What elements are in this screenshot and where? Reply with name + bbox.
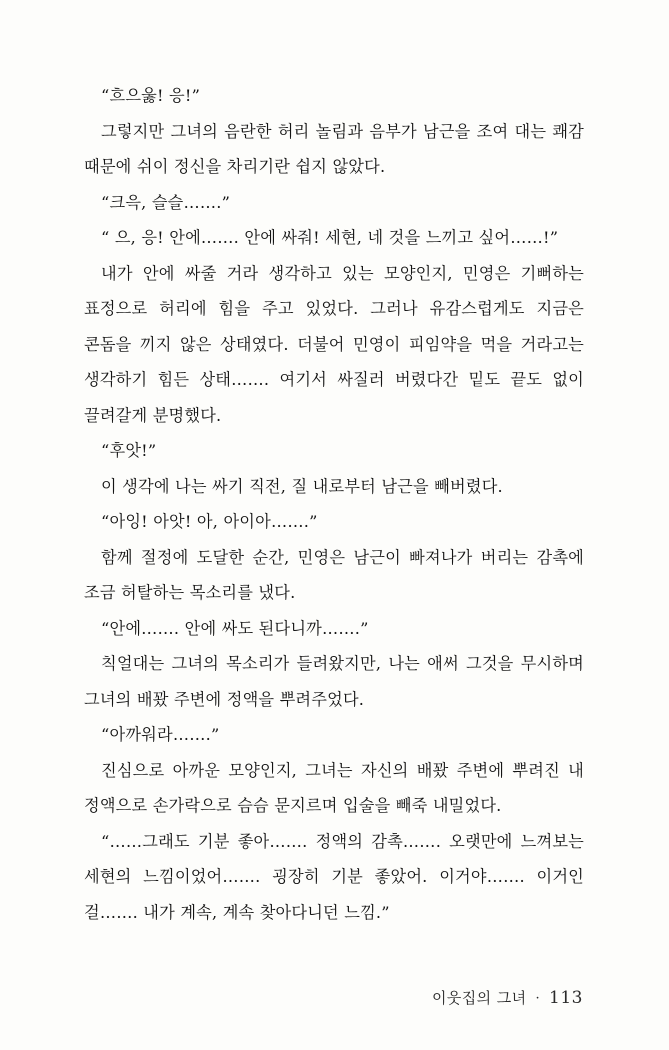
paragraph: 칙얼대는 그녀의 목소리가 들려왔지만, 나는 애써 그것을 무시하며 그녀의 배꽜 주변에 정액을 뿌려주었다.	[84, 654, 584, 709]
paragraph: 이 생각에 나는 싸기 직전, 질 내로부터 남근을 빼버렸다.	[101, 476, 503, 496]
paragraph: “ 으, 응! 안에……. 안에 싸줘! 세현, 네 것을 느끼고 싶어……!”	[101, 228, 559, 247]
paragraph: 내가 안에 싸줄 거라 생각하고 있는 모양인지, 민영은 기뻐하는 표정으로 허리에 힘을 주고 있었다. 그러나 유감스럽게도 지금은 콘돔을 끼지 않은 상태였다. 더불어 민영이 피임약을 먹을 거라고는 생각하기 힘든 상태……. 여기서 싸질러 버렸다간 밑도 끝도 없이 끌려갈게 분명했다.	[84, 263, 584, 425]
page-text-body	[84, 78, 584, 930]
page-number: 113	[549, 988, 583, 1008]
paragraph: “아잉! 아앗! 아, 아이아…….”	[101, 512, 318, 531]
paragraph: “……그래도 기분 좋아……. 정액의 감촉……. 오랫만에 느껴보는 세현의 느낌이었어……. 굉장히 기분 좋았어. 이거야……. 이거인 걸……. 내가 계속, 계속 찾아다니던 느낌.”	[84, 831, 584, 922]
paragraph: 진심으로 아까운 모양인지, 그녀는 자신의 배꽜 주변에 뿌려진 내 정액으로 손가락으로 슴슴 문지르며 입술을 빼죽 내밀었다.	[84, 760, 584, 815]
paragraph: 그렇지만 그녀의 음란한 허리 놀림과 음부가 남근을 조여 대는 쾌감 때문에 쉬이 정신을 차리기란 쉽지 않았다.	[84, 121, 584, 176]
paragraph: 함께 절정에 도달한 순간, 민영은 남근이 빠져나가 버리는 감촉에 조금 허탈하는 목소리를 냈다.	[84, 547, 584, 602]
paragraph: “흐으욿! 응!”	[101, 86, 201, 105]
page-footer	[0, 987, 669, 1008]
paragraph: “안에……. 안에 싸도 된다니까…….”	[101, 618, 369, 638]
paragraph: “크윽, 슬슬…….”	[101, 192, 231, 212]
footer-separator: ·	[535, 991, 541, 1006]
paragraph: “후앗!”	[101, 441, 157, 460]
paragraph: “아까워라…….”	[101, 725, 220, 744]
footer-book-title: 이웃집의 그녀	[431, 989, 527, 1007]
